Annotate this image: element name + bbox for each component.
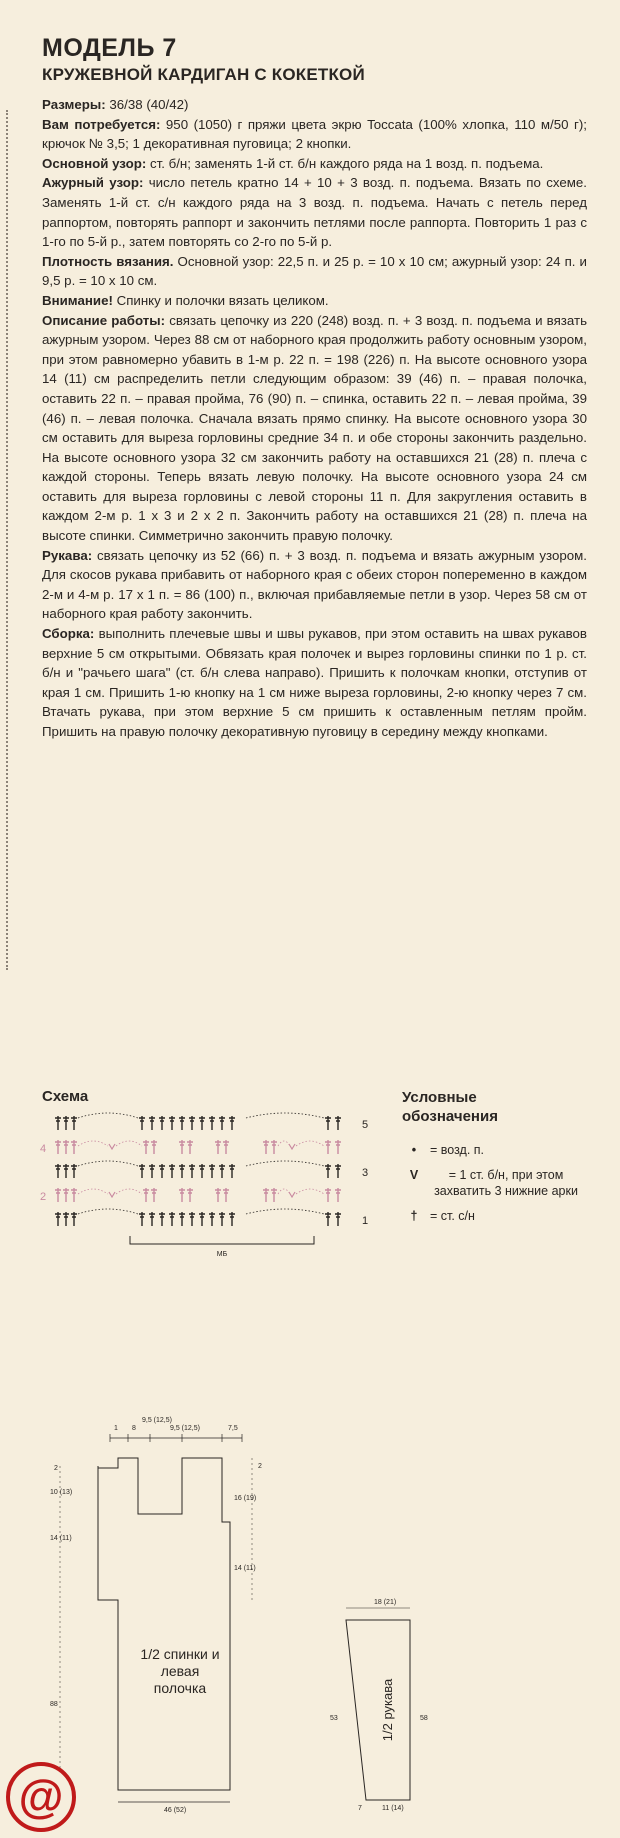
dc-stitch [215,1140,221,1154]
row-number-4: 4 [40,1143,47,1155]
body-pattern-label: 1/2 спинки и левая полочка [140,1646,220,1696]
bottom-width: 46 (52) [164,1807,187,1814]
dc-stitch [55,1116,61,1130]
model-heading: МОДЕЛЬ 7 [42,34,177,62]
legend-double-crochet: † = ст. с/н [402,1208,582,1224]
repeat-label: МБ [216,1251,228,1258]
dc-stitch [209,1164,215,1178]
legend [402,1142,582,1233]
dc-stitch [151,1140,157,1154]
chain-arc [296,1189,324,1194]
sleeve-bottom-right: 11 (14) [382,1805,404,1812]
right-height-1: 2 [258,1463,262,1470]
dc-stitch [325,1188,331,1202]
top-width-3: 9,5 (12,5) [142,1417,172,1424]
dc-stitch [63,1212,69,1226]
dc-stitch [325,1164,331,1178]
dc-stitch [71,1140,77,1154]
schema-block [42,1088,587,1388]
right-height-3: 14 (11) [234,1565,256,1572]
section-sizes: Размеры: 36/38 (40/42) [42,97,189,112]
v-stitch-icon: V [409,1168,419,1182]
dc-stitch [209,1212,215,1226]
dc-stitch [215,1188,221,1202]
dc-stitch [271,1140,277,1154]
dc-stitch [219,1212,225,1226]
body-pattern [30,1410,330,1814]
left-height-4: 88 [50,1701,58,1708]
left-height-1: 2 [54,1465,58,1472]
dc-stitch [219,1164,225,1178]
dc-stitch [71,1164,77,1178]
section-assembly: Сборка: выполнить плечевые швы и швы рукавов, при этом оставить на швах рукавов верхние 5 см открытыми. Обвязать края полочек и вырез горловины спинки по 1 р. ст. б/н и "рачьего шага" (ст. б/н слева направо). Пришить к полочкам кнопки, отступив от края 1 см. Пришить 1-ю кнопку на 1 см ниже выреза горловины, 2-ю кнопку через 7 см. Втачать рукава, при этом верхние 5 см пришить к оставленным петлям пройм. Пришить на правую полочку декоративную пуговицу в середину между кнопками. [42,626,587,739]
row-number-3: 3 [362,1167,369,1179]
dc-stitch [159,1116,165,1130]
chain-arc [116,1189,142,1194]
legend-title: Условные обозначения [402,1089,498,1125]
schema-title: Схема [42,1088,89,1105]
dc-stitch [63,1116,69,1130]
instructions [42,95,587,742]
dc-stitch [139,1212,145,1226]
dc-stitch [199,1164,205,1178]
dc-stitch [199,1212,205,1226]
sleeve-pattern [320,1580,460,1810]
dc-stitch [335,1188,341,1202]
dc-stitch [169,1164,175,1178]
dc-stitch [71,1212,77,1226]
left-height-3: 14 (11) [50,1535,72,1542]
dc-stitch [179,1164,185,1178]
dc-stitch [229,1116,235,1130]
dc-stitch [149,1212,155,1226]
left-height-2: 10 (13) [50,1489,73,1496]
dc-stitch [189,1164,195,1178]
section-description: Описание работы: связать цепочку из 220 (248) возд. п. + 3 возд. п. подъема и вязать ажурным узором. Через 88 см от наборного края продолжить работу основным узором, при этом равномерно убавить в 1-м р. 22 п. = 198 (226) п. На высоте основного узора 14 (11) см распределить петли следующим образом: 39 (46) п. – правая полочка, оставить 22 п. – правая пройма, 76 (90) п. – спинка, оставить 22 п. – левая пройма, 39 (46) п. – левая полочка. Сначала вязать прямо спинку. На высоте основного узора 30 см оставить для выреза горловины средние 34 п. и обе стороны закончить раздельно. На высоте основного узора 32 см закончить работу на оставшихся 21 (28) п. плеча с каждой стороны. Теперь вязать левую полочку. На высоте основного узора 24 см оставить для выреза горловины с левой стороны 11 п. Для закругления оставить в каждом 2-м р. 1 х 3 и 2 х 2 п. Закончить работу на оставшихся 21 (28) п. плеча на высоте спинки. Симметрично закончить правую полочку. [42,312,587,544]
dc-stitch [143,1188,149,1202]
dc-stitch [229,1164,235,1178]
dc-stitch [71,1188,77,1202]
chart-stitches [55,1113,341,1226]
top-width-4: 9,5 (12,5) [170,1425,200,1432]
dc-stitch [219,1116,225,1130]
dc-stitch [263,1188,269,1202]
double-crochet-icon: † [410,1209,418,1223]
sleeve-bottom-left: 7 [358,1805,362,1812]
legend-chain: • = возд. п. [402,1142,582,1158]
dc-stitch [199,1116,205,1130]
chain-arc [78,1189,108,1194]
top-width-5: 7,5 [228,1425,238,1432]
legend-single-crochet: V = 1 ст. б/н, при этом захватить 3 нижние арки [402,1167,582,1199]
top-width-1: 1 [114,1425,118,1432]
dc-stitch [335,1164,341,1178]
dc-stitch [335,1140,341,1154]
dc-stitch [179,1188,185,1202]
sleeve-outline [346,1620,410,1800]
v-stitch [289,1144,295,1149]
dc-stitch [335,1116,341,1130]
top-dimension-line [110,1434,242,1442]
dc-stitch [159,1164,165,1178]
dc-stitch [223,1188,229,1202]
dc-stitch [325,1212,331,1226]
chain-arc [78,1209,138,1214]
dc-stitch [149,1116,155,1130]
dc-stitch [209,1116,215,1130]
dc-stitch [55,1164,61,1178]
row-number-5: 5 [362,1119,369,1131]
sleeve-label: 1/2 рукава [380,1678,395,1742]
dc-stitch [139,1164,145,1178]
dc-stitch [187,1140,193,1154]
chain-stitch-icon: • [411,1143,417,1157]
dc-stitch [55,1188,61,1202]
dc-stitch [71,1116,77,1130]
article [42,34,587,742]
v-stitch [109,1192,115,1197]
dc-stitch [179,1212,185,1226]
chain-arc [246,1113,324,1118]
dc-stitch [143,1140,149,1154]
dc-stitch [263,1140,269,1154]
dc-stitch [335,1212,341,1226]
dc-stitch [189,1212,195,1226]
crochet-chart [42,1114,372,1264]
sleeve-right-height: 58 [420,1715,428,1722]
right-height-2: 16 (19) [234,1495,257,1502]
chain-arc [78,1113,138,1118]
section-attention: Внимание! Спинку и полочки вязать целиком. [42,292,329,308]
dc-stitch [139,1116,145,1130]
dc-stitch [63,1140,69,1154]
section-lace-pattern: Ажурный узор: число петель кратно 14 + 10 + 3 возд. п. подъема. Вязать по схеме. Заменять 1-й ст. с/н каждого ряда на 3 возд. п. подъема. Начать с петель перед раппортом, повторять раппорт и закончить петлями после раппорта. Повторить 1 раз с 1-го по 5-й р., затем повторять со 2-го по 5-й р. [42,175,587,250]
dc-stitch [149,1164,155,1178]
chain-arc [246,1161,324,1166]
chain-arc [78,1141,108,1146]
dc-stitch [169,1116,175,1130]
dc-stitch [179,1140,185,1154]
v-stitch [289,1192,295,1197]
dc-stitch [179,1116,185,1130]
chain-arc [116,1141,142,1146]
section-sleeves: Рукава: связать цепочку из 52 (66) п. + 3 возд. п. подъема и вязать ажурным узором. Для скосов рукава прибавить от наборного края с обеих сторон попеременно в каждом 2-м и 4-м р. 17 х 1 п. = 86 (100) п., включая прибавляемые петли в узор. Через 58 см от наборного края работу закончить. [42,547,587,622]
v-stitch [109,1144,115,1149]
dc-stitch [63,1164,69,1178]
at-logo [4,1760,78,1834]
chain-arc [278,1189,290,1194]
chain-arc [78,1161,138,1166]
logo-glyph: @ [18,1770,64,1822]
section-main-pattern: Основной узор: ст. б/н; заменять 1-й ст. б/н каждого ряда на 1 возд. п. подъема. [42,155,544,171]
dc-stitch [55,1212,61,1226]
dc-stitch [63,1188,69,1202]
dc-stitch [325,1140,331,1154]
top-width-2: 8 [132,1425,136,1432]
dc-stitch [325,1116,331,1130]
dc-stitch [271,1188,277,1202]
section-materials: Вам потребуется: 950 (1050) г пряжи цвета экрю Toccata (100% хлопка, 110 м/50 г); крючок № 3,5; 1 декоративная пуговица; 2 кнопки. [42,116,587,152]
model-title: КРУЖЕВНОЙ КАРДИГАН С КОКЕТКОЙ [42,65,365,84]
dc-stitch [223,1140,229,1154]
row-number-2: 2 [40,1191,47,1203]
dc-stitch [55,1140,61,1154]
dc-stitch [151,1188,157,1202]
chain-arc [278,1141,290,1146]
sleeve-left-height: 53 [330,1715,338,1722]
repeat-bracket [130,1236,314,1244]
row-number-1: 1 [362,1215,369,1227]
dc-stitch [189,1116,195,1130]
dc-stitch [169,1212,175,1226]
dc-stitch [187,1188,193,1202]
left-dotted-rule [6,110,8,970]
section-gauge: Плотность вязания. Основной узор: 22,5 п. и 25 р. = 10 х 10 см; ажурный узор: 24 п. и 9,5 р. = 10 х 10 см. [42,253,587,289]
chain-arc [296,1141,324,1146]
chain-arc [246,1209,324,1214]
body-outline [98,1458,230,1790]
dc-stitch [229,1212,235,1226]
sleeve-top-width: 18 (21) [374,1599,397,1606]
dc-stitch [159,1212,165,1226]
